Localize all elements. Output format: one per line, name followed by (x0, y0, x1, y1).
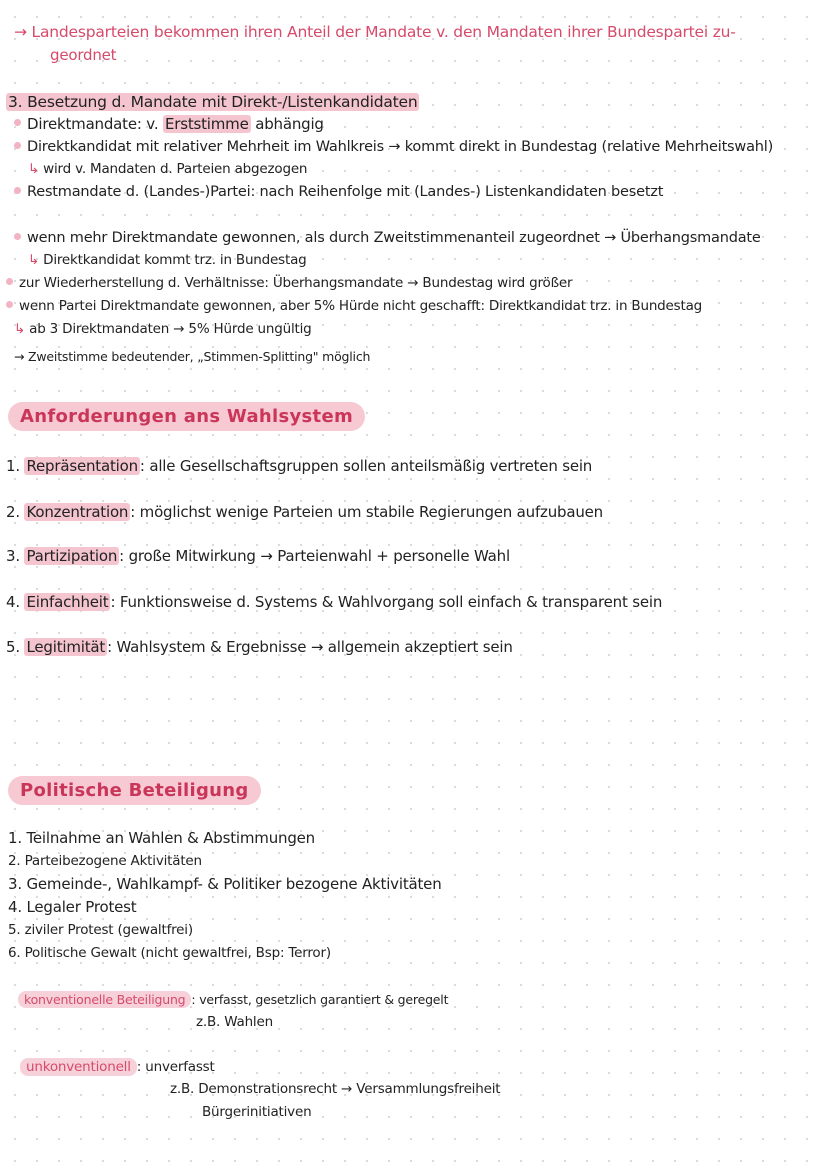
req-text: : möglichst wenige Parteien um stabile Regierungen aufzubauen (130, 503, 603, 521)
konventionell-row (18, 990, 448, 1010)
bullet-dot (6, 301, 13, 308)
bullet-dot (14, 233, 21, 240)
req-term: Legitimität (26, 638, 106, 656)
unkonventionell-example-2: Bürgerinitiativen (202, 1104, 312, 1120)
sub-note (28, 159, 307, 179)
bullet-dot (6, 278, 13, 285)
bullet-text: Restmandate d. (Landes-)Partei: nach Reihenfolge mit (Landes-) Listenkandidaten besetzt (27, 184, 664, 200)
bullet-text: wenn mehr Direktmandate gewonnen, als durch Zweitstimmenanteil zugeordnet → Überhangsmandate (27, 230, 761, 246)
pol-item: 6. Politische Gewalt (nicht gewaltfrei, Bsp: Terror) (8, 945, 331, 961)
hook-arrow-icon: ↳ (14, 321, 26, 337)
bullet-restmandate (14, 182, 663, 202)
pol-item: 1. Teilnahme an Wahlen & Abstimmungen (8, 829, 315, 847)
sub-note (14, 319, 312, 339)
bullet-wiederherstellung (6, 273, 572, 293)
pol-item: 4. Legaler Protest (8, 898, 137, 916)
req-item-1 (6, 456, 592, 476)
req-text: : große Mitwirkung → Parteienwahl + personelle Wahl (119, 547, 510, 565)
pol-item: 5. ziviler Protest (gewaltfrei) (8, 922, 193, 938)
bullet-text: wenn Partei Direktmandate gewonnen, aber 5% Hürde nicht geschafft: Direktkandidat trz. in Bundestag (19, 298, 703, 314)
req-item-5 (6, 637, 513, 657)
konventionell-def: : verfasst, gesetzlich garantiert & geregelt (191, 992, 449, 1007)
unkonventionell-row (20, 1057, 215, 1077)
section-title-text: 3. Besetzung d. Mandate mit Direkt-/Listenkandidaten (8, 93, 418, 111)
bullet-text: zur Wiederherstellung d. Verhältnisse: Überhangsmandate → Bundestag wird größer (19, 275, 573, 291)
req-term: Konzentration (26, 503, 129, 521)
req-text: : Funktionsweise d. Systems & Wahlvorgang soll einfach & transparent sein (110, 593, 663, 611)
req-item-3 (6, 546, 510, 566)
req-item-2 (6, 502, 603, 522)
continuation-line-2: geordnet (50, 46, 117, 64)
sub-note-text: wird v. Mandaten d. Parteien abgezogen (43, 161, 308, 177)
pol-item: 2. Parteibezogene Aktivitäten (8, 853, 202, 869)
bullet-text: Direktkandidat mit relativer Mehrheit im Wahlkreis → kommt direkt in Bundestag (relative Mehrheitswahl) (27, 139, 774, 155)
heading-anforderungen: Anforderungen ans Wahlsystem (8, 402, 365, 431)
unkonventionell-def: : unverfasst (136, 1059, 215, 1075)
req-num: 3. (6, 547, 25, 565)
bullet-dot (14, 187, 21, 194)
bullet-text-end: abhängig (250, 115, 324, 133)
bullet-dot (14, 119, 21, 126)
req-num: 1. (6, 457, 25, 475)
bullet-text: Direktmandate: v. (27, 115, 163, 133)
bullet-huerde (6, 296, 702, 316)
req-term: Einfachheit (26, 593, 109, 611)
section-title (6, 92, 419, 112)
req-num: 2. (6, 503, 25, 521)
req-item-4 (6, 592, 662, 612)
unkonventionell-label: unkonventionell (20, 1058, 137, 1076)
heading-politische-beteiligung: Politische Beteiligung (8, 776, 261, 805)
hook-arrow-icon: ↳ (28, 161, 40, 177)
req-num: 4. (6, 593, 25, 611)
sub-note-text: Direktkandidat kommt trz. in Bundestag (43, 252, 307, 268)
req-text: : alle Gesellschaftsgruppen sollen anteilsmäßig vertreten sein (139, 457, 593, 475)
sub-note-text: ab 3 Direktmandaten → 5% Hürde ungültig (29, 321, 312, 337)
pol-item: 3. Gemeinde-, Wahlkampf- & Politiker bezogene Aktivitäten (8, 875, 442, 893)
sub-note (28, 250, 307, 270)
erststimme-highlight: Erststimme (164, 115, 249, 133)
conclusion: → Zweitstimme bedeutender, „Stimmen-Splitting" möglich (14, 349, 371, 364)
konventionell-label: konventionelle Beteiligung (18, 991, 191, 1008)
bullet-direktkandidat (14, 137, 773, 157)
bullet-dot (14, 142, 21, 149)
req-text: : Wahlsystem & Ergebnisse → allgemein akzeptiert sein (107, 638, 513, 656)
bullet-ueberhang (14, 228, 761, 248)
unkonventionell-example-1: z.B. Demonstrationsrecht → Versammlungsfreiheit (170, 1081, 501, 1097)
req-term: Repräsentation (26, 457, 138, 475)
konventionell-example: z.B. Wahlen (196, 1014, 273, 1030)
continuation-line: → Landesparteien bekommen ihren Anteil der Mandate v. den Mandaten ihrer Bundespartei zu- (14, 23, 736, 41)
hook-arrow-icon: ↳ (28, 252, 40, 268)
req-term: Partizipation (26, 547, 118, 565)
bullet-direktmandate (14, 114, 324, 134)
req-num: 5. (6, 638, 25, 656)
